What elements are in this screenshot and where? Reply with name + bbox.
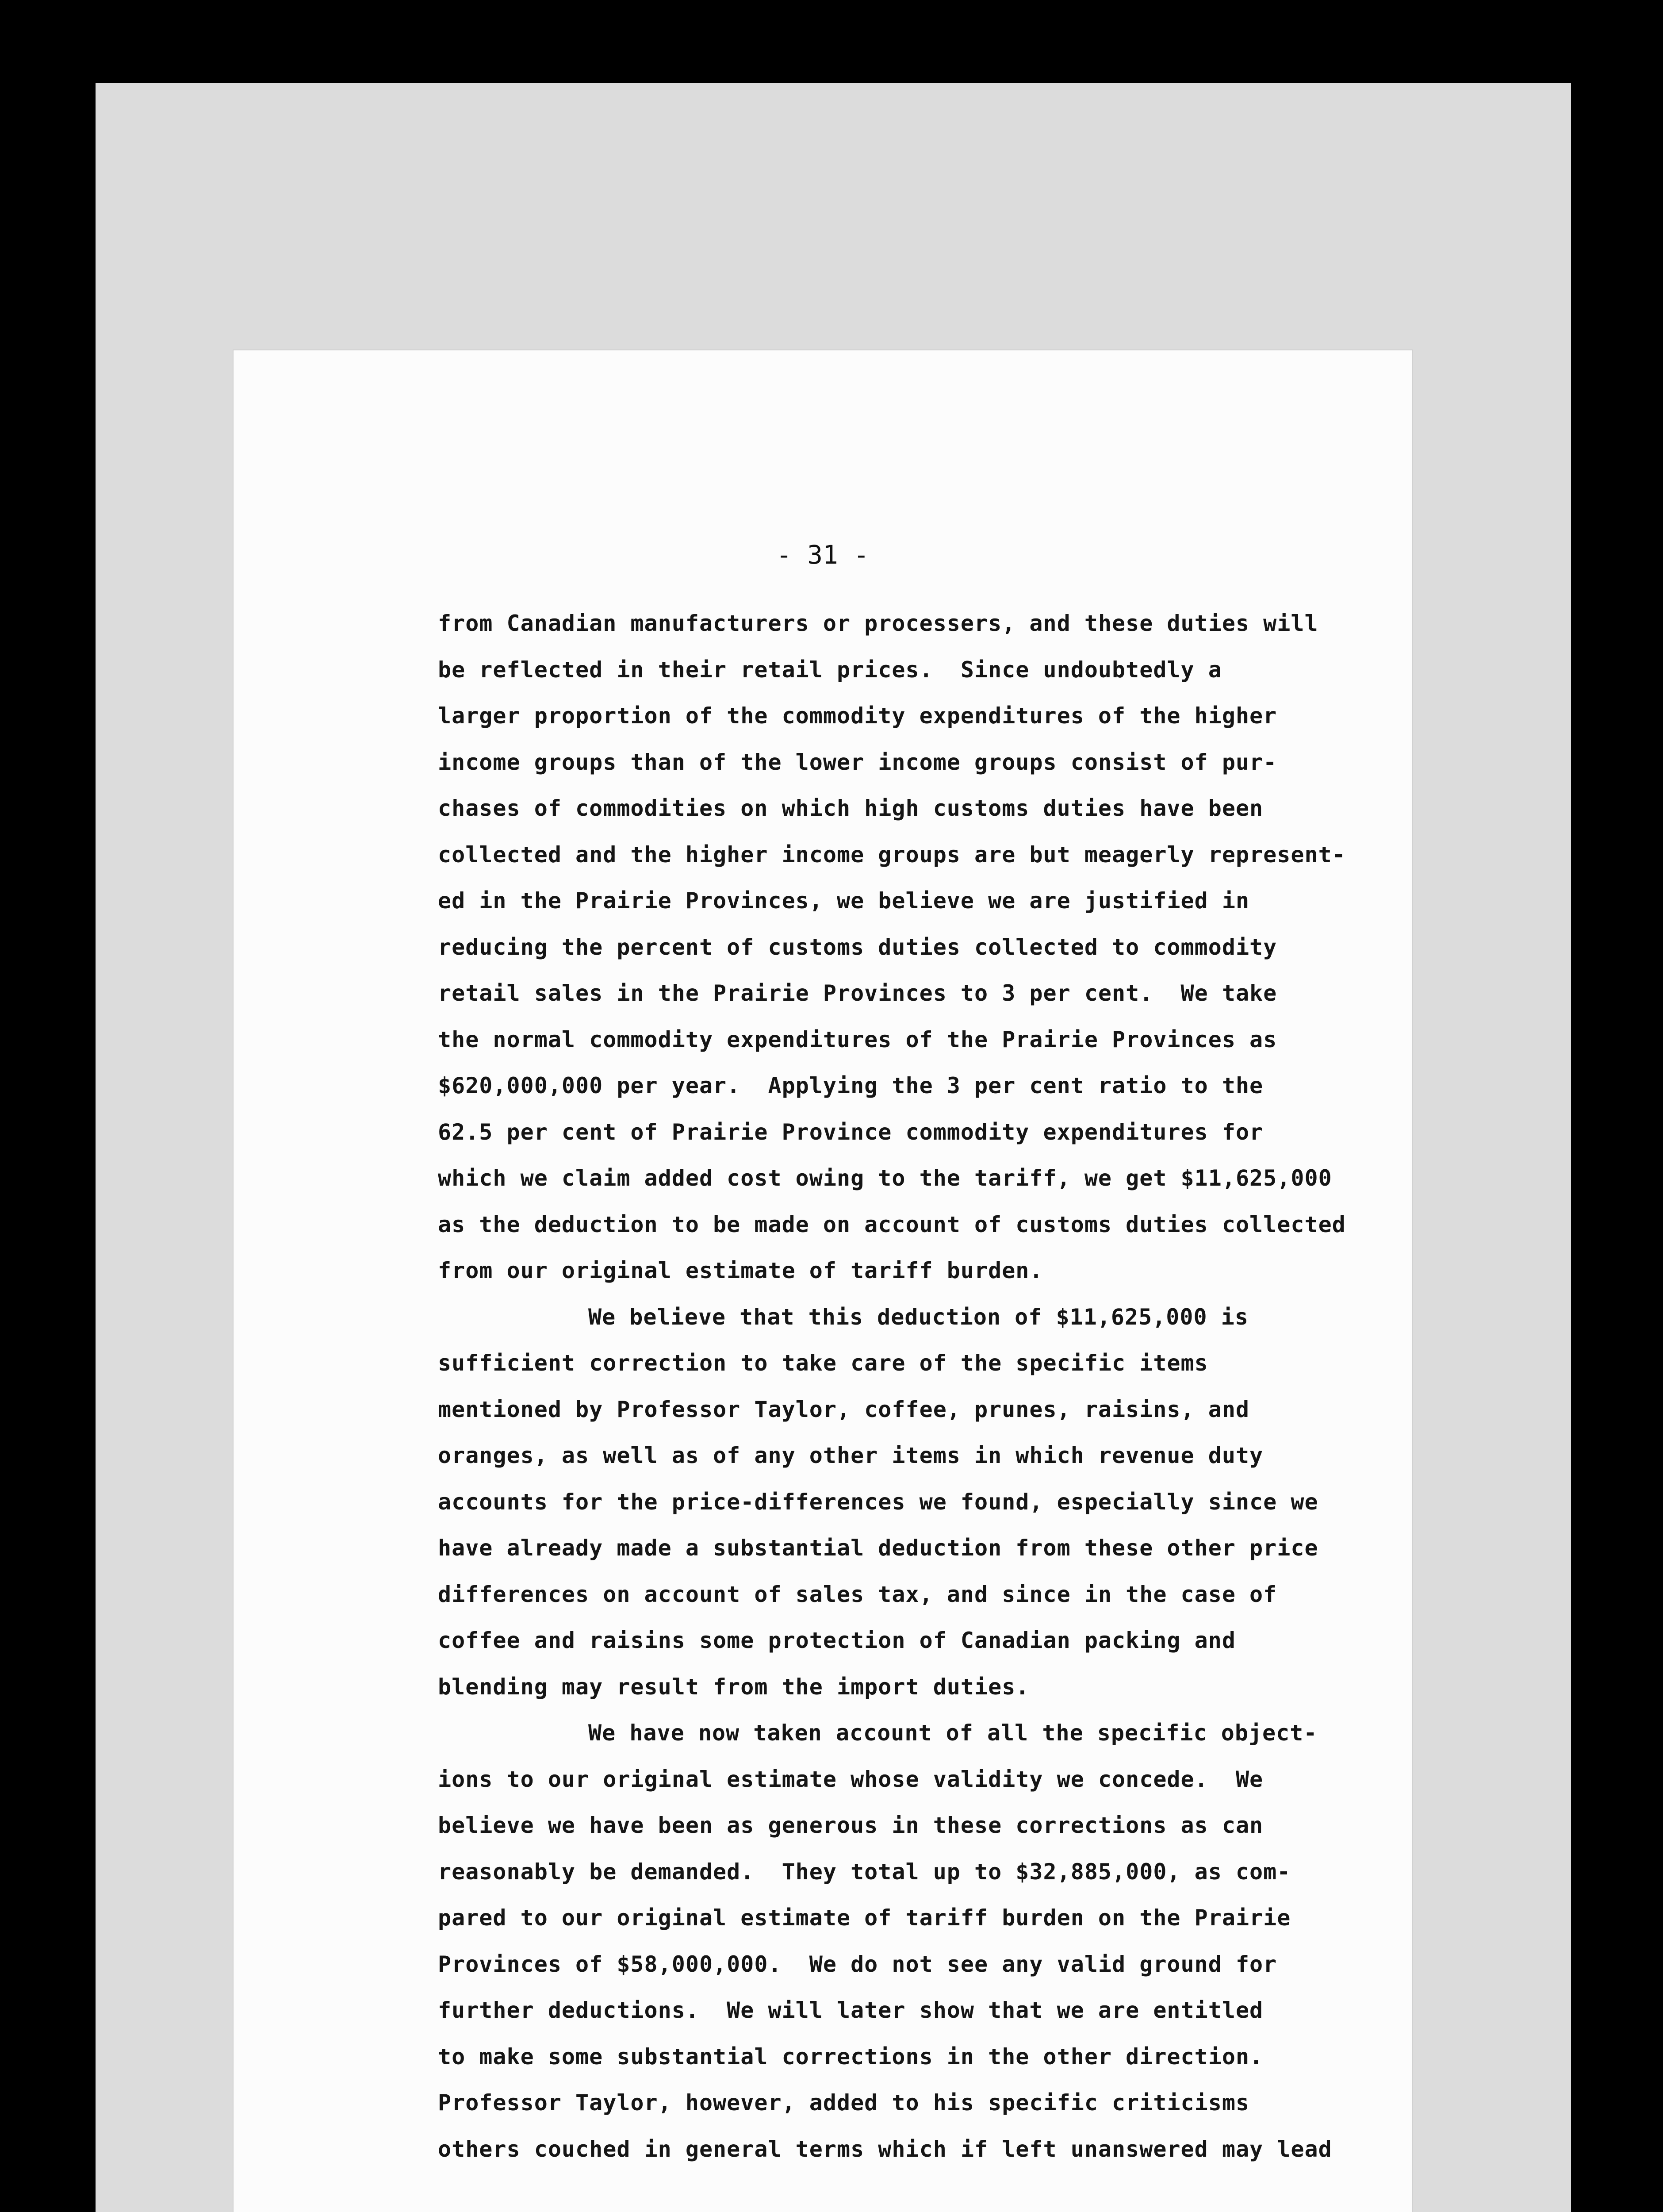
text-line: as the deduction to be made on account of customs duties collected [438,1211,1346,1237]
text-line: accounts for the price-differences we found, especially since we [438,1489,1318,1515]
text-line: Professor Taylor, however, added to his specific criticisms [438,2090,1250,2116]
text-line: be reflected in their retail prices. Since undoubtedly a [438,657,1222,683]
text-line: ions to our original estimate whose validity we concede. We [438,1766,1264,1792]
text-line: pared to our original estimate of tariff burden on the Prairie [438,1905,1291,1931]
text-line: oranges, as well as of any other items in which revenue duty [438,1443,1264,1468]
text-line: chases of commodities on which high customs duties have been [438,795,1264,821]
text-line: collected and the higher income groups are but meagerly represent- [438,841,1346,868]
text-line: the normal commodity expenditures of the Prairie Provinces as [438,1026,1277,1052]
text-line: ed in the Prairie Provinces, we believe we are justified in [438,888,1250,914]
text-line: income groups than of the lower income groups consist of pur- [438,749,1277,775]
text-line: others couched in general terms which if left unanswered may lead [438,2136,1332,2162]
text-line: mentioned by Professor Taylor, coffee, prunes, raisins, and [438,1396,1250,1422]
text-line: from our original estimate of tariff burden. [438,1258,1043,1283]
paragraph-first-line: We have now taken account of all the specific object- [588,1720,1318,1746]
text-line: believe we have been as generous in these corrections as can [438,1813,1264,1838]
text-line: blending may result from the import duties. [438,1674,1030,1700]
text-line: Provinces of $58,000,000. We do not see any valid ground for [438,1951,1277,1977]
text-line: differences on account of sales tax, and since in the case of [438,1581,1277,1607]
text-line: from Canadian manufacturers or processers, and these duties will [438,611,1318,636]
text-line: coffee and raisins some protection of Canadian packing and [438,1628,1236,1653]
text-line: to make some substantial corrections in the other direction. [438,2043,1264,2070]
document-body [438,600,1393,2172]
text-line: retail sales in the Prairie Provinces to 3 per cent. We take [438,980,1277,1006]
text-line: have already made a substantial deduction from these other price [438,1535,1318,1561]
text-line: larger proportion of the commodity expenditures of the higher [438,703,1277,729]
text-line: which we claim added cost owing to the tariff, we get $11,625,000 [438,1165,1332,1191]
paragraph-first-line: We believe that this deduction of $11,625,000 is [588,1304,1249,1330]
text-line: reducing the percent of customs duties collected to commodity [438,934,1277,960]
text-line: reasonably be demanded. They total up to $32,885,000, as com- [438,1859,1291,1885]
text-line: 62.5 per cent of Prairie Province commodity expenditures for [438,1119,1264,1145]
text-line: $620,000,000 per year. Applying the 3 per cent ratio to the [438,1073,1264,1098]
text-line: sufficient correction to take care of the specific items [438,1350,1208,1376]
document-page [234,350,1412,2212]
text-line: further deductions. We will later show that we are entitled [438,1997,1264,2023]
page-number: - 31 - [776,540,869,570]
